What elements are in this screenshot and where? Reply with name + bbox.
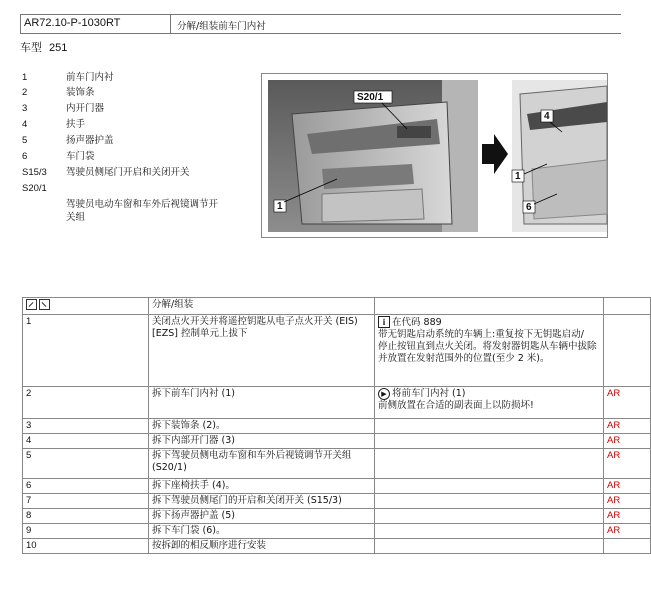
legend-num: S20/1 (22, 183, 47, 194)
step-ref[interactable]: AR (604, 419, 651, 434)
legend-text: 内开门器 (66, 103, 105, 114)
step-action: 拆下扬声器护盖 (5) (149, 509, 375, 524)
step-ref[interactable]: AR (604, 449, 651, 479)
callout-6: 6 (526, 202, 532, 213)
expand-icon[interactable] (26, 299, 37, 310)
step-ref[interactable]: AR (604, 479, 651, 494)
legend-text: 车门袋 (66, 151, 95, 162)
table-row (23, 524, 651, 539)
document-header (20, 14, 621, 34)
door-pocket-left (322, 189, 424, 222)
legend-num: 6 (22, 151, 28, 162)
table-row (23, 434, 651, 449)
legend-text: 驾驶员侧尾门开启和关闭开关 (66, 167, 190, 178)
vehicle-label: 车型 (20, 41, 42, 54)
vehicle-line (20, 39, 67, 55)
callout-s20: S20/1 (357, 92, 384, 103)
step-ref[interactable]: AR (604, 434, 651, 449)
document-title: 分解/组装前车门内衬 (177, 21, 266, 32)
steps-table (22, 297, 651, 554)
header-c3 (375, 298, 604, 315)
step-number: 8 (23, 509, 149, 524)
door-pocket-right (532, 160, 607, 219)
step-number: 4 (23, 434, 149, 449)
step-ref (604, 539, 651, 554)
legend-text: 扬声器护盖 (66, 135, 114, 146)
step-action: 拆下装饰条 (2)。 (149, 419, 375, 434)
step-action: 拆下车门袋 (6)。 (149, 524, 375, 539)
collapse-icon[interactable] (39, 299, 50, 310)
legend-num: S15/3 (22, 167, 47, 178)
table-header-row (23, 298, 651, 315)
legend-text: 前车门内衬 (66, 72, 114, 83)
step-action: 拆下驾驶员侧尾门的开启和关闭开关 (S15/3) (149, 494, 375, 509)
arrow-icon (482, 134, 508, 174)
step-ref[interactable] (604, 315, 651, 387)
caution-icon: ▶ (378, 388, 390, 400)
legend-text: 驾驶员电动车窗和车外后视镜调节开 (66, 199, 219, 210)
table-row (23, 387, 651, 419)
table-row (23, 539, 651, 554)
step-action: 拆下内部开门器 (3) (149, 434, 375, 449)
legend-num: 4 (22, 119, 28, 130)
table-row (23, 509, 651, 524)
header-c4 (604, 298, 651, 315)
legend-num: 1 (22, 72, 28, 83)
step-number: 5 (23, 449, 149, 479)
document-code: AR72.10-P-1030RT (24, 17, 121, 29)
callout-1-right: 1 (515, 171, 521, 182)
step-number: 2 (23, 387, 149, 419)
table-row (23, 449, 651, 479)
step-number: 3 (23, 419, 149, 434)
header-icons (23, 298, 149, 315)
step-ref[interactable]: AR (604, 524, 651, 539)
table-row (23, 479, 651, 494)
door-illustration (262, 74, 607, 237)
header-divider (170, 15, 171, 33)
step-ref[interactable]: AR (604, 387, 651, 419)
legend-text: 装饰条 (66, 87, 95, 98)
step-number: 1 (23, 315, 149, 387)
step-action: 按拆卸的相反顺序进行安装 (149, 539, 375, 554)
callout-1-left: 1 (277, 201, 283, 212)
step-action: 关闭点火开关并将遥控钥匙从电子点火开关 (EIS) [EZS] 控制单元上拔下 (149, 315, 375, 387)
legend-text: 扶手 (66, 119, 86, 130)
vehicle-model: 251 (49, 42, 68, 54)
step-number: 10 (23, 539, 149, 554)
legend-num: 2 (22, 87, 28, 98)
table-row (23, 419, 651, 434)
step-note: i 在代码 889 带无钥匙启动系统的车辆上:重复按下无钥匙启动/ 停止按钮直到点火关闭。将发射器钥匙从车辆中拔除并放置在发射范围外的位置(至少 2 米)。 (375, 315, 604, 387)
step-note: ▶ 将前车门内衬 (1) 前侧放置在合适的副表面上以防损坏! (375, 387, 604, 419)
switch-cluster (397, 126, 431, 138)
step-ref[interactable]: AR (604, 509, 651, 524)
legend-num: 3 (22, 103, 28, 114)
door-panel-figure (261, 73, 608, 238)
step-action: 拆下前车门内衬 (1) (149, 387, 375, 419)
step-action: 拆下驾驶员侧电动车窗和车外后视镜调节开关组 (S20/1) (149, 449, 375, 479)
header-c2: 分解/组装 (149, 298, 375, 315)
step-number: 6 (23, 479, 149, 494)
legend-num: 5 (22, 135, 28, 146)
step-ref[interactable]: AR (604, 494, 651, 509)
legend-text: 关组 (66, 212, 86, 223)
table-row (23, 315, 651, 387)
step-number: 7 (23, 494, 149, 509)
info-icon: i (378, 316, 390, 328)
step-action: 拆下座椅扶手 (4)。 (149, 479, 375, 494)
step-number: 9 (23, 524, 149, 539)
table-row (23, 494, 651, 509)
callout-4: 4 (544, 111, 550, 122)
